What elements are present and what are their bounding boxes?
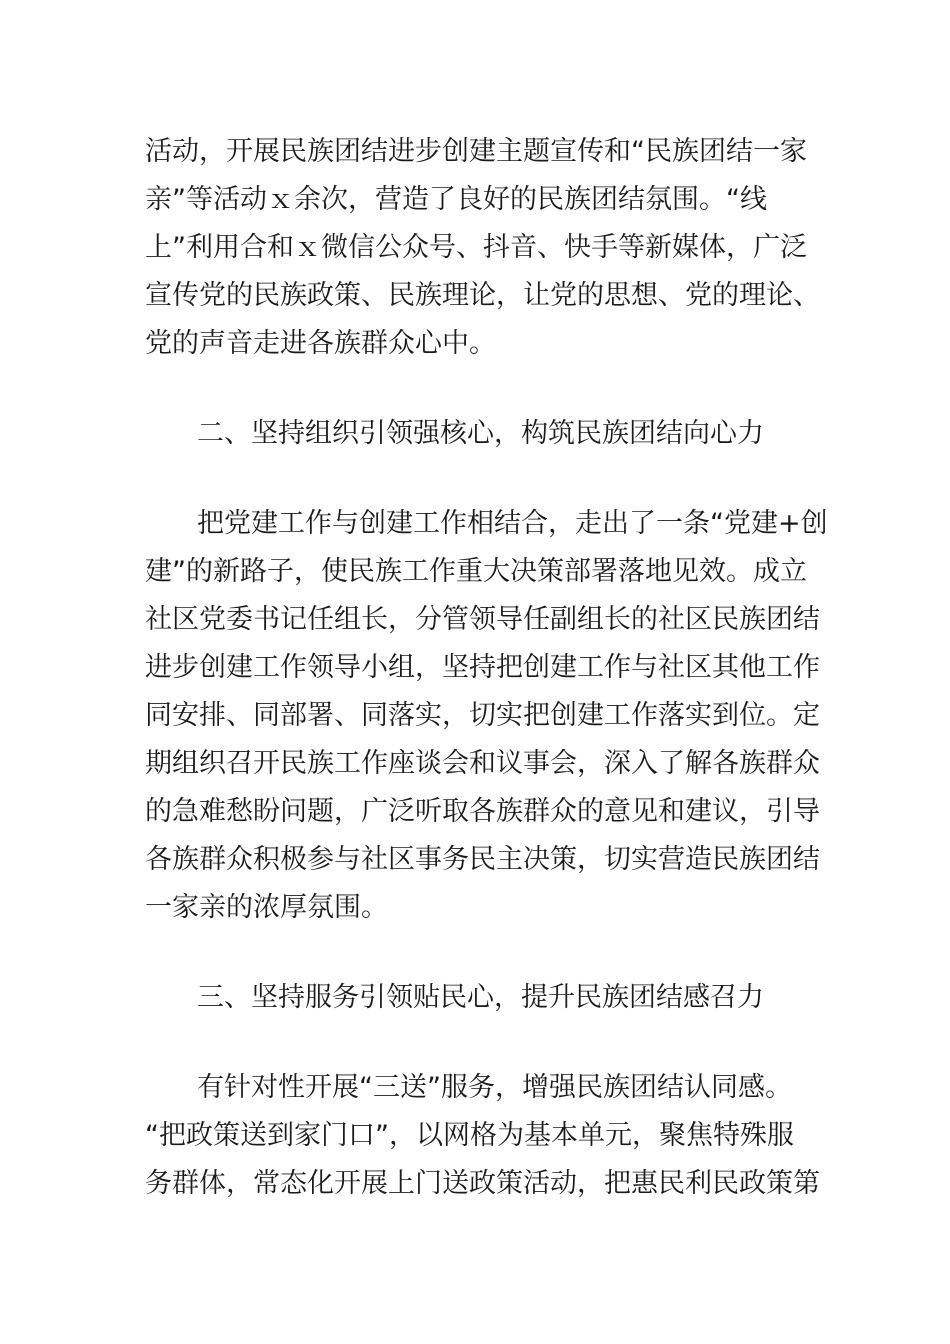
- paragraph-line: 同安排、同部署、同落实，切实把创建工作落实到位。定: [145, 700, 820, 731]
- section-heading-2: 二、坚持组织引领强核心，构筑民族团结向心力: [197, 418, 764, 449]
- section-heading-3: 三、坚持服务引领贴民心，提升民族团结感召力: [197, 982, 764, 1013]
- paragraph-line: 宣传党的民族政策、民族理论，让党的思想、党的理论、: [145, 280, 820, 311]
- paragraph-line: 建”的新路子，使民族工作重大决策部署落地见效。成立: [145, 556, 807, 587]
- paragraph-line: 一家亲的浓厚氛围。: [145, 892, 388, 923]
- paragraph-3: [145, 1064, 820, 1208]
- paragraph-line: “把政策送到家门口”，以网格为基本单元，聚焦特殊服: [145, 1120, 794, 1151]
- paragraph-line: 把党建工作与创建工作相结合，走出了一条“党建+创: [197, 508, 828, 539]
- paragraph-line: 期组织召开民族工作座谈会和议事会，深入了解各族群众: [145, 748, 820, 779]
- paragraph-line: 上”利用合和ｘ微信公众号、抖音、快手等新媒体，广泛: [145, 232, 807, 263]
- paragraph-line: 亲”等活动ｘ余次，营造了良好的民族团结氛围。“线: [145, 184, 767, 215]
- paragraph-line: 有针对性开展“三送”服务，增强民族团结认同感。: [197, 1072, 792, 1103]
- paragraph-1: [145, 128, 820, 368]
- paragraph-line: 务群体，常态化开展上门送政策活动，把惠民利民政策第: [145, 1168, 820, 1199]
- paragraph-line: 的急难愁盼问题，广泛听取各族群众的意见和建议，引导: [145, 796, 820, 827]
- paragraph-line: 社区党委书记任组长，分管领导任副组长的社区民族团结: [145, 604, 820, 635]
- paragraph-2: [145, 500, 828, 932]
- paragraph-line: 各族群众积极参与社区事务民主决策，切实营造民族团结: [145, 844, 820, 875]
- paragraph-line: 活动，开展民族团结进步创建主题宣传和“民族团结一家: [145, 136, 807, 167]
- document-body: [145, 128, 828, 1208]
- paragraph-line: 进步创建工作领导小组，坚持把创建工作与社区其他工作: [145, 652, 820, 683]
- paragraph-line: 党的声音走进各族群众心中。: [145, 328, 496, 359]
